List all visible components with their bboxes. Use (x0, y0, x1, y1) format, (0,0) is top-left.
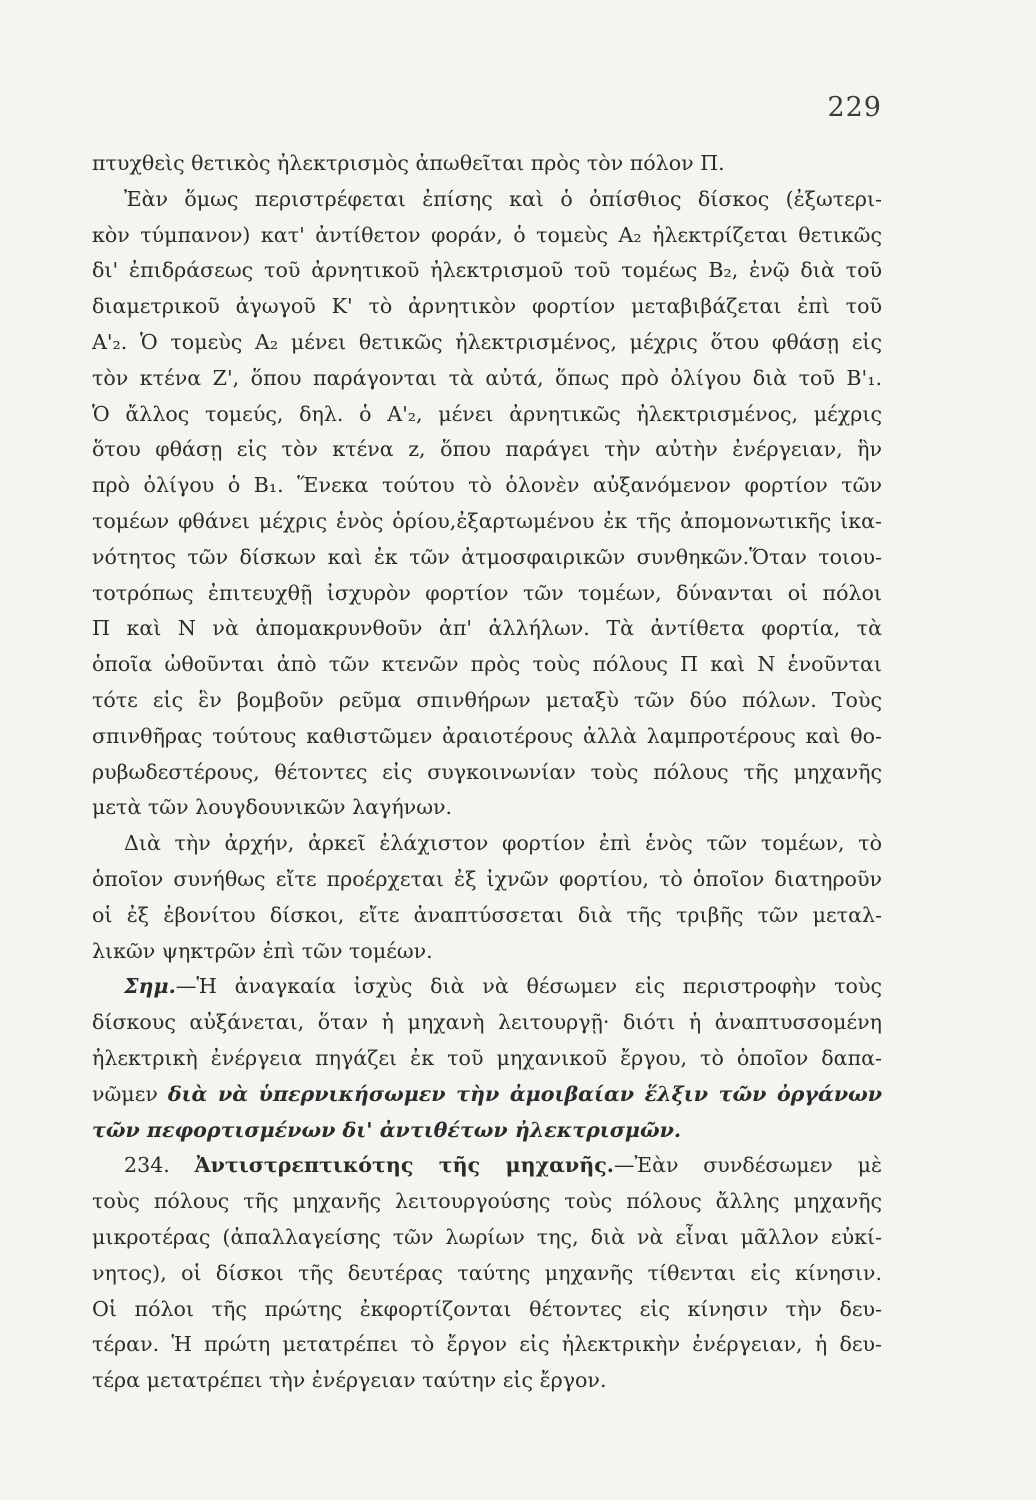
note-text: νῶμεν (92, 1081, 168, 1106)
body-text (92, 146, 882, 1399)
text-line: τοτρόπως ἐπιτευχθῇ ἰσχυρὸν φορτίον τῶν τομέων, δύνανται οἱ πόλοι (92, 580, 882, 605)
text-line: A'₂. Ὁ τομεὺς A₂ μένει θετικῶς ἠλεκτρισμένος, μέχρις ὅτου φθάσῃ εἰς (92, 329, 882, 354)
text-line: σπινθῆρας τούτους καθιστῶμεν ἀραιοτέρους ἀλλὰ λαμπροτέρους καὶ θο- (92, 723, 882, 748)
note-line (92, 969, 882, 1005)
note-line (92, 1113, 882, 1149)
text-line: διαμετρικοῦ ἀγωγοῦ K' τὸ ἀρνητικὸν φορτίον μεταβιβάζεται ἐπὶ τοῦ (92, 294, 882, 319)
text-line: τομέων φθάνει μέχρις ἑνὸς ὁρίου,ἐξαρτωμένου ἐκ τῆς ἀπομονωτικῆς ἱκα- (92, 508, 882, 533)
text-line: ὁποῖα ὠθοῦνται ἀπὸ τῶν κτενῶν πρὸς τοὺς πόλους Π καὶ N ἑνοῦνται (92, 652, 882, 677)
text-line: μετὰ τῶν λουγδουνικῶν λαγήνων. (92, 795, 453, 820)
note-line: ἠλεκτρικὴ ἐνέργεια πηγάζει ἐκ τοῦ μηχανικοῦ ἔργου, τὸ ὁποῖον δαπα- (92, 1045, 882, 1070)
text-line: Π καὶ N νὰ ἀπομακρυνθοῦν ἀπ' ἀλλήλων. Τὰ ἀντίθετα φορτία, τὰ (92, 616, 882, 641)
section-text: —Ἐὰν συνδέσωμεν μὲ (613, 1153, 882, 1178)
section-line: τέρα μετατρέπει τὴν ἐνέργειαν ταύτην εἰς ἔργον. (92, 1368, 607, 1393)
text-line: πτυχθεὶς θετικὸς ἠλεκτρισμὸς ἀπωθεῖται πρὸς τὸν πόλον Π. (92, 151, 725, 175)
section-lines (92, 1184, 882, 1363)
text-line: τὸν κτένα Z', ὅπου παράγονται τὰ αὐτά, ὅπως πρὸ ὀλίγου διὰ τοῦ B'₁. (92, 365, 882, 390)
section-line: μικροτέρας (ἀπαλλαγείσης τῶν λωρίων της, διὰ νὰ εἶναι μᾶλλον εὐκί- (92, 1224, 882, 1249)
section-line: τοὺς πόλους τῆς μηχανῆς λειτουργούσης τοὺς πόλους ἄλλης μηχανῆς (92, 1189, 882, 1214)
text-line: Ὁ ἄλλος τομεύς, δηλ. ὁ A'₂, μένει ἀρνητικῶς ἠλεκτρισμένος, μέχρις (92, 401, 882, 426)
text-line: ὅτου φθάσῃ εἰς τὸν κτένα z, ὅπου παράγει τὴν αὐτὴν ἐνέργειαν, ἣν (92, 437, 882, 462)
section-line: Οἱ πόλοι τῆς πρώτης ἐκφορτίζονται θέτοντες εἰς κίνησιν τὴν δευ- (92, 1296, 882, 1321)
text-line: Διὰ τὴν ἀρχήν, ἀρκεῖ ἐλάχιστον φορτίον ἐπὶ ἑνὸς τῶν τομέων, τὸ (124, 831, 882, 856)
text-line: πρὸ ὀλίγου ὁ B₁. Ἕνεκα τούτου τὸ ὁλονὲν αὐξανόμενον φορτίον τῶν (92, 473, 882, 498)
section-heading-line (92, 1148, 882, 1184)
paragraph-lines (92, 146, 882, 969)
text-line: ὁποῖον συνήθως εἴτε προέρχεται ἐξ ἰχνῶν φορτίου, τὸ ὁποῖον διατηροῦν (92, 866, 882, 891)
text-line: ρυβωδεστέρους, θέτοντες εἰς συγκοινωνίαν τοὺς πόλους τῆς μηχανῆς (92, 759, 882, 784)
note-text: —Ἡ ἀναγκαία ἰσχὺς διὰ νὰ θέσωμεν εἰς περιστροφὴν τοὺς (175, 974, 882, 999)
section-line: νητος), οἱ δίσκοι τῆς δευτέρας ταύτης μηχανῆς τίθενται εἰς κίνησιν. (92, 1260, 882, 1285)
text-line: οἱ ἐξ ἐβονίτου δίσκοι, εἴτε ἀναπτύσσεται διὰ τῆς τριβῆς τῶν μεταλ- (92, 902, 882, 927)
section-title: Ἀντιστρεπτικότης τῆς μηχανῆς. (194, 1153, 614, 1178)
text-line: δι' ἐπιδράσεως τοῦ ἀρνητικοῦ ἠλεκτρισμοῦ τοῦ τομέως B₂, ἐνῷ διὰ τοῦ (92, 258, 882, 283)
note-emphasis: διὰ νὰ ὑπερνικήσωμεν τὴν ἀμοιβαίαν ἕλξιν τῶν ὀργάνων (167, 1081, 882, 1106)
text-line: νότητος τῶν δίσκων καὶ ἐκ τῶν ἀτμοσφαιρικῶν συνθηκῶν.Ὅταν τοιου- (92, 544, 882, 569)
note-line (92, 1077, 882, 1113)
section-line: τέραν. Ἡ πρώτη μετατρέπει τὸ ἔργον εἰς ἠλεκτρικὴν ἐνέργειαν, ἡ δευ- (92, 1332, 882, 1357)
section-number: 234. (124, 1153, 170, 1178)
text-line: κὸν τύμπανον) κατ' ἀντίθετον φοράν, ὁ τομεὺς A₂ ἠλεκτρίζεται θετικῶς (92, 222, 882, 247)
text-line: τότε εἰς ἓν βομβοῦν ρεῦμα σπινθήρων μεταξὺ τῶν δύο πόλων. Τοὺς (92, 687, 882, 712)
note-line: δίσκους αὐξάνεται, ὅταν ἡ μηχανὴ λειτουργῇ· διότι ἡ ἀναπτυσσομένη (92, 1010, 882, 1035)
note-emphasis: τῶν πεφορτισμένων δι' ἀντιθέτων ἠλεκτρισμῶν. (92, 1117, 682, 1142)
text-line: λικῶν ψηκτρῶν ἐπὶ τῶν τομέων. (92, 938, 433, 963)
page-number: 229 (827, 92, 882, 123)
text-line: Ἐὰν ὅμως περιστρέφεται ἐπίσης καὶ ὁ ὀπίσθιος δίσκος (ἐξωτερι- (124, 186, 882, 211)
note-label: Σημ. (124, 974, 176, 999)
